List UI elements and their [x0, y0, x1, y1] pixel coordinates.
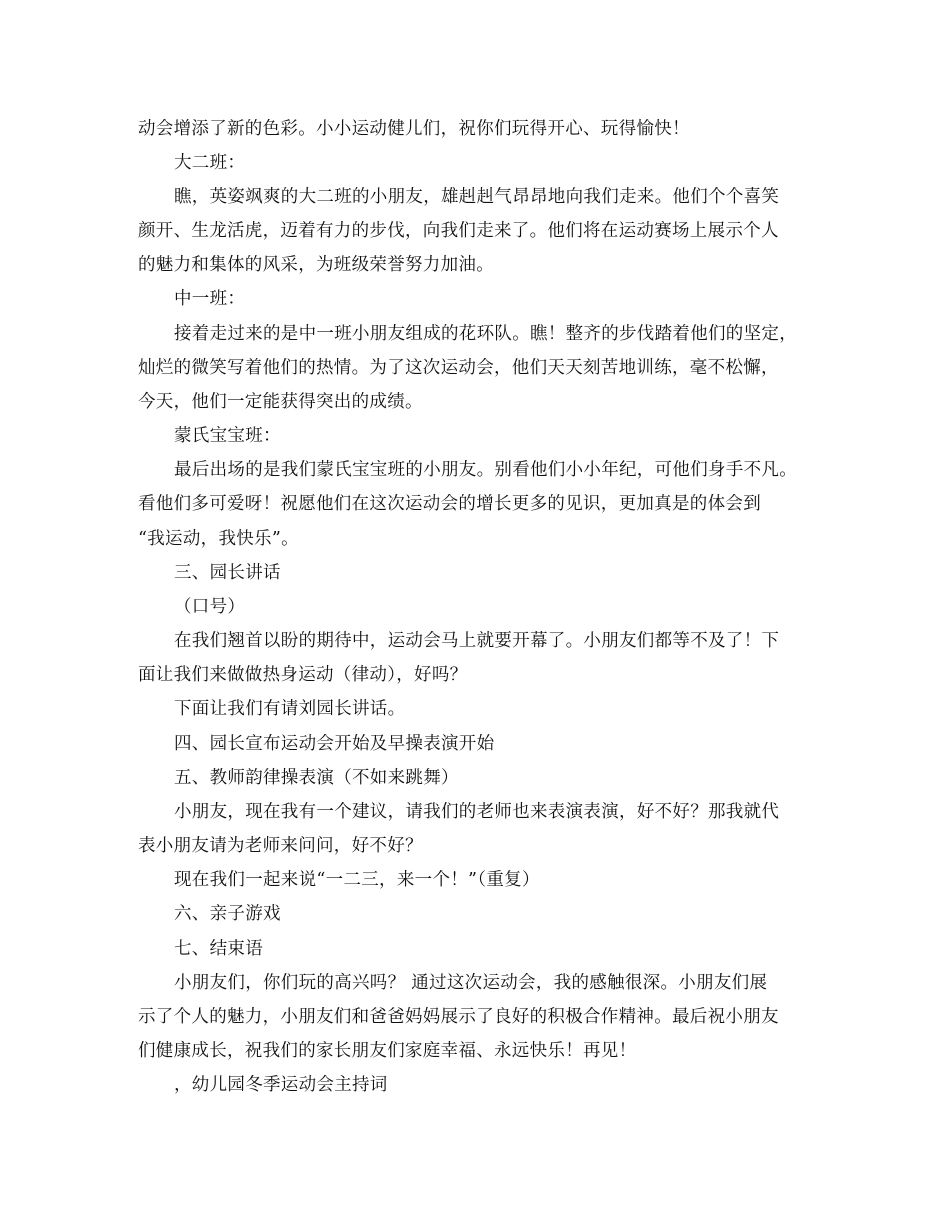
text-line: 瞧，英姿飒爽的大二班的小朋友，雄赳赳气昂昂地向我们走来。他们个个喜笑	[174, 187, 780, 207]
text-line: “我运动，我快乐”。	[138, 529, 299, 549]
text-line: 小朋友，现在我有一个建议，请我们的老师也来表演表演，好不好？那我就代	[174, 802, 780, 822]
text-line: 下面让我们有请刘园长讲话。	[174, 699, 406, 719]
text-line: 接着走过来的是中一班小朋友组成的花环队。瞧！整齐的步伐踏着他们的坚定，	[174, 324, 797, 344]
section-heading: 三、园长讲话	[174, 563, 281, 583]
text-line: 示了个人的魅力，小朋友们和爸爸妈妈展示了良好的积极合作精神。最后祝小朋友	[138, 1007, 779, 1027]
text-line: 小朋友们，你们玩的高兴吗？ 通过这次运动会，我的感触很深。小朋友们展	[174, 973, 768, 993]
text-line: 看他们多可爱呀！祝愿他们在这次运动会的增长更多的见识，更加真是的体会到	[138, 494, 761, 514]
text-line: 在我们翘首以盼的期待中，运动会马上就要开幕了。小朋友们都等不及了！下	[174, 631, 780, 651]
section-heading: 四、园长宣布运动会开始及早操表演开始	[174, 734, 495, 754]
section-heading: 蒙氏宝宝班：	[174, 426, 281, 446]
text-line: 颜开、生龙活虎，迈着有力的步伐，向我们走来了。他们将在运动赛场上展示个人	[138, 221, 779, 241]
text-line: 今天，他们一定能获得突出的成绩。	[138, 392, 423, 412]
text-line: 现在我们一起来说“一二三，来一个！”（重复）	[174, 870, 540, 890]
text-line: 的魅力和集体的风采，为班级荣誉努力加油。	[138, 255, 494, 275]
section-heading: 中一班：	[174, 289, 246, 309]
text-line: 表小朋友请为老师来问问，好不好？	[138, 836, 423, 856]
section-heading: 七、结束语	[174, 939, 263, 959]
section-heading: 大二班：	[174, 153, 246, 173]
text-line: （口号）	[174, 597, 246, 617]
text-line: 灿烂的微笑写着他们的热情。为了这次运动会，他们天天刻苦地训练，毫不松懈，	[138, 358, 779, 378]
section-heading: 五、教师韵律操表演（不如来跳舞）	[174, 768, 459, 788]
text-line: ，幼儿园冬季运动会主持词	[174, 1075, 388, 1095]
text-line: 动会增添了新的色彩。小小运动健儿们，祝你们玩得开心、玩得愉快！	[138, 119, 690, 139]
text-line: 们健康成长，祝我们的家长朋友们家庭幸福、永远快乐！再见！	[138, 1041, 637, 1061]
text-line: 最后出场的是我们蒙氏宝宝班的小朋友。别看他们小小年纪，可他们身手不凡。	[174, 460, 797, 480]
section-heading: 六、亲子游戏	[174, 904, 281, 924]
text-line: 面让我们来做做热身运动（律动），好吗？	[138, 665, 468, 685]
